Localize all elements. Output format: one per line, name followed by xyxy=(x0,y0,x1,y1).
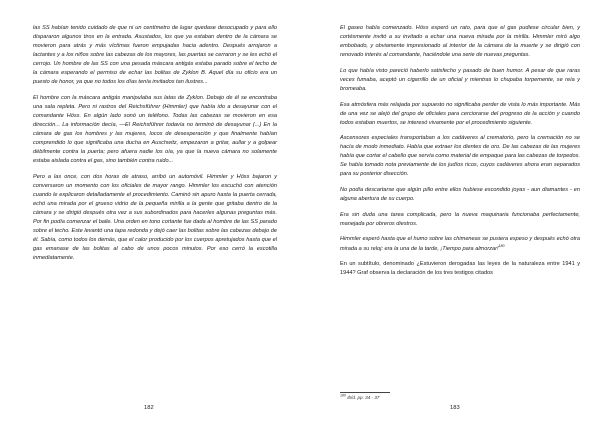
right-page xyxy=(300,0,600,424)
paragraph: Era sin duda una tarea complicada, pero la nueva maquinaria funcionaba perfectamente, manejada por obreros diestros. xyxy=(340,211,580,227)
footnote-marker: 180 xyxy=(340,393,346,398)
paragraph: Esa atmósfera más relajada por supuesto no significaba perder de vista lo más importante. Más de una vez se alejó del grupo de oficiales para cerciorarse del progreso de la acción y cuando todos estaban muertos, se interesó vivamente por el procedimiento siguiente. xyxy=(340,101,580,126)
paragraph: El hombre con la máscara antigás manipulaba sus latas de Zyklon. Debajo de él se encontraba una sala repleta. Pero ni rastros del Reichsführer (Himmler) que había ido a desayunar con el comandante Höss. En algún lado sonó un teléfono. Todas las cabezas se movieron en esa dirección... La información decía, —El Reichsführer todavía no terminó de desayunar (...) En la cámara de gas los hombres y las mujeres, locos de desesperación y que finalmente habían comprendido lo que significaba una ducha en Auschwitz, empezaron a gritar, aullar y a golpear débilmente contra la puerta; pero afuera nadie los oía, ya que la nueva cámara no solamente estaba aislada contra el gas, sino también contra ruido... xyxy=(33,94,277,165)
paragraph: las SS habían tenido cuidado de que ni un centímetro de lugar quedase desocupado y para ello dispararon algunos tiros en la entrada. Asustados, los que ya estaban dentro de la cámara se movieron para atrás y más víctimas fueron empujadas hacia adentro. Después arrojaron a lactantes y a los niños sobre las cabezas de los mayores, las puertas se cerraron y se les echó el cerrojo. Un hombre de las SS con una pesada máscara antigás estaba parado sobre el techo de la cámara esperando el permiso de echar las bolitas de Zyklon B. Aquel día su oficio era un puesto de honor, ya que no todos los días tenía invitados tan ilustres... xyxy=(33,25,277,86)
paragraph: Ascensores especiales transportaban a los cadáveres al crematorio, pero la cremación no se hacía de modo inmediato. Había que extraer los dientes de oro. De las cabezas de las mujeres había que cortar el cabello que servía como material de empaque para las cabezas de torpedos. Se había tomado nota previamente de los judíos ricos, cuyos cadáveres ahora eran separados para su posterior disección. xyxy=(340,135,580,178)
paragraph-text: En un subtítulo, denominado ¿Estuvieron derogadas las leyes de la naturaleza entre 1941 y 1944? Graf observa la declaración de los tres testigos citados xyxy=(340,261,580,277)
footnote-text: Ibíd. pp. 34 - 37 xyxy=(347,395,380,400)
footnote-divider xyxy=(340,392,390,393)
paragraph-with-footnote-ref xyxy=(340,235,580,253)
paragraph: Lo que había visto pareció haberlo satisfecho y pasado de buen humor. A pesar de que raras veces fumaba, aceptó un cigarrillo de un oficial y mientras lo chupaba torpemente, se reía y bromeaba. xyxy=(340,67,580,92)
page-number: 183 xyxy=(450,405,460,411)
paragraph-text: Himmler esperó hasta que el humo sobre las chimeneas se pusiera espeso y después echó otra mirada a su reloj: era la una de la tarde, ¡Tiempo para almorzar! xyxy=(340,236,580,252)
left-text-column xyxy=(33,24,277,270)
footnote-reference: 180 xyxy=(498,243,505,248)
page-number: 182 xyxy=(144,405,154,411)
paragraph xyxy=(340,260,580,278)
paragraph: El gaseo había comenzado. Höss esperó un rato, para que el gas pudiese circular bien, y cortésmente invitó a su invitado a echar una nueva mirada por la mirilla. Himmler miró algo embobado, y obviamente impresionado al interior de la cámara de la muerte y se dirigió con renovado interés al comandante, haciéndole una serie de nuevas preguntas. xyxy=(340,25,580,59)
footnote xyxy=(340,395,379,400)
paragraph: No podía descartarse que algún pillo entre ellos hubiese escondido joyas - aun diamantes - en alguna abertura de su cuerpo. xyxy=(340,187,580,203)
right-text-column xyxy=(340,24,580,285)
paragraph: Pero a las once, con dos horas de atraso, arribó un automóvil. Himmler y Höss bajaron y conversaron un momento con los oficiales de mayor rango. Himmler los escuchó con atención cuando le explicaron detalladamente el procedimiento. Caminó sin apuro hasta la puerta cerrada, echó una mirada por el grueso vidrio de la pequeña mirilla a la gente que gritaba dentro de la cámara y se dirigió después otra vez a sus subordinados para hacerles algunas preguntas más. Por fin podía comenzar el baile. Una orden en tono cortante fue dada al hombre de las SS parado sobre el techo. Este levantó una tapa redonda y dejó caer las bolitas sobre las cabezas debajo de él. Sabía, como todos los demás, que el calor producido por los cuerpos apretujados hasta que el gas emanase de las bolitas al cabo de unos pocos minutos. Por eso cerró la escotilla inmediatamente. xyxy=(33,173,277,262)
